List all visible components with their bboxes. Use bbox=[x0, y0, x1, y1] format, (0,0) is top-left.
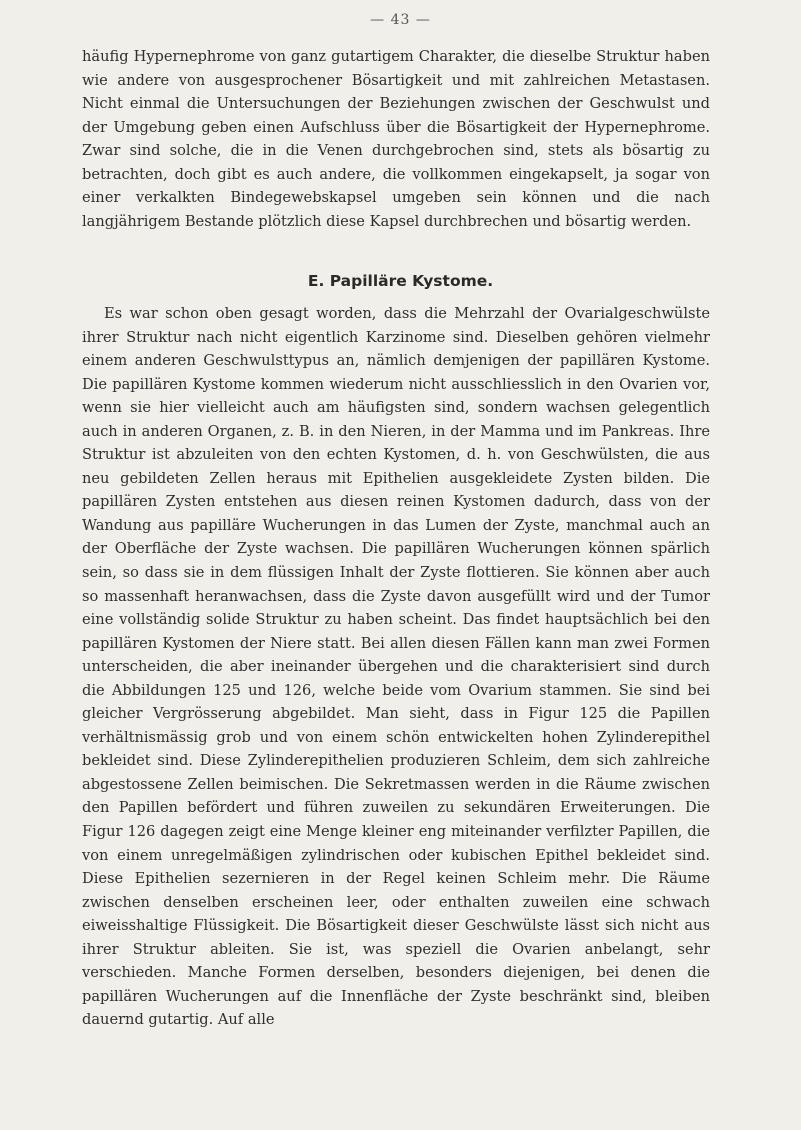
paragraph-papillaere-kystome: Es war schon oben gesagt worden, dass die Mehrzahl der Ovarialgeschwülste ihrer Struktur nach nicht eigentlich Karzinome sind. Dieselben gehören vielmehr einem anderen Geschwulsttypus an, nämlich demjenigen der papillären Kystome. Die papillären Kystome kommen wiederum nicht ausschliesslich in den Ovarien vor, wenn sie hier vielleicht auch am häufigsten sind, sondern wachsen gelegentlich auch in anderen Organen, z. B. in den Nieren, in der Mamma und im Pankreas. Ihre Struktur ist abzuleiten von den echten Kystomen, d. h. von Geschwülsten, die aus neu gebildeten Zellen heraus mit Epithelien ausgekleidete Zysten bilden. Die papillären Zysten entstehen aus diesen reinen Kystomen dadurch, dass von der Wandung aus papilläre Wucherungen in das Lumen der Zyste, manchmal auch an der Oberfläche der Zyste wachsen. Die papillären Wucherungen können spärlich sein, so dass sie in dem flüssigen Inhalt der Zyste flottieren. Sie können aber auch so massenhaft heranwachsen, dass die Zyste davon ausgefüllt wird und der Tumor eine vollständig solide Struktur zu haben scheint. Das findet hauptsächlich bei den papillären Kystomen der Niere statt. Bei allen diesen Fällen kann man zwei Formen unterscheiden, die aber ineinander übergehen und die charakterisiert sind durch die Abbildungen 125 und 126, welche beide vom Ovarium stammen. Sie sind bei gleicher Vergrösserung abgebildet. Man sieht, dass in Figur 125 die Papillen verhältnismässig grob und von einem schön entwickelten hohen Zylinderepithel bekleidet sind. Diese Zylinderepithelien produzieren Schleim, dem sich zahlreiche abgestossene Zellen beimischen. Die Sekretmassen werden in die Räume zwischen den Papillen befördert und führen zuweilen zu sekundären Erweiterungen. Die Figur 126 dagegen zeigt eine Menge kleiner eng miteinander verfilzter Papillen, die von einem unregelmäßigen zylindrischen oder kubischen Epithel bekleidet sind. Diese Epithelien sezernieren in der Regel keinen Schleim mehr. Die Räume zwischen denselben erscheinen leer, oder enthalten zuweilen eine schwach eiweisshaltige Flüssigkeit. Die Bösartigkeit dieser Geschwülste lässt sich nicht aus ihrer Struktur ableiten. Sie ist, was speziell die Ovarien anbelangt, sehr verschieden. Manche Formen derselben, besonders diejenigen, bei denen die papillären Wucherungen auf die Innenfläche der Zyste beschränkt sind, bleiben dauernd gutartig. Auf alle bbox=[82, 305, 710, 1029]
paragraph-hypernephrome: häufig Hypernephrome von ganz gutartigem Charakter, die dieselbe Struktur haben wie andere von ausgesprochener Bösartigkeit und mit zahlreichen Metastasen. Nicht einmal die Untersuchungen der Beziehungen zwischen der Geschwulst und der Umgebung geben einen Aufschluss über die Bösartigkeit der Hypernephrome. Zwar sind solche, die in die Venen durchgebrochen sind, stets als bösartig zu betrachten, doch gibt es auch andere, die vollkommen eingekapselt, ja sogar von einer verkalkten Bindegewebskapsel umgeben sein können und die nach langjährigem Bestande plötzlich diese Kapsel durchbrechen und bösartig werden. bbox=[82, 48, 710, 230]
page-number: — 43 — bbox=[370, 12, 431, 28]
section-heading: E. Papilläre Kystome. bbox=[307, 272, 494, 290]
